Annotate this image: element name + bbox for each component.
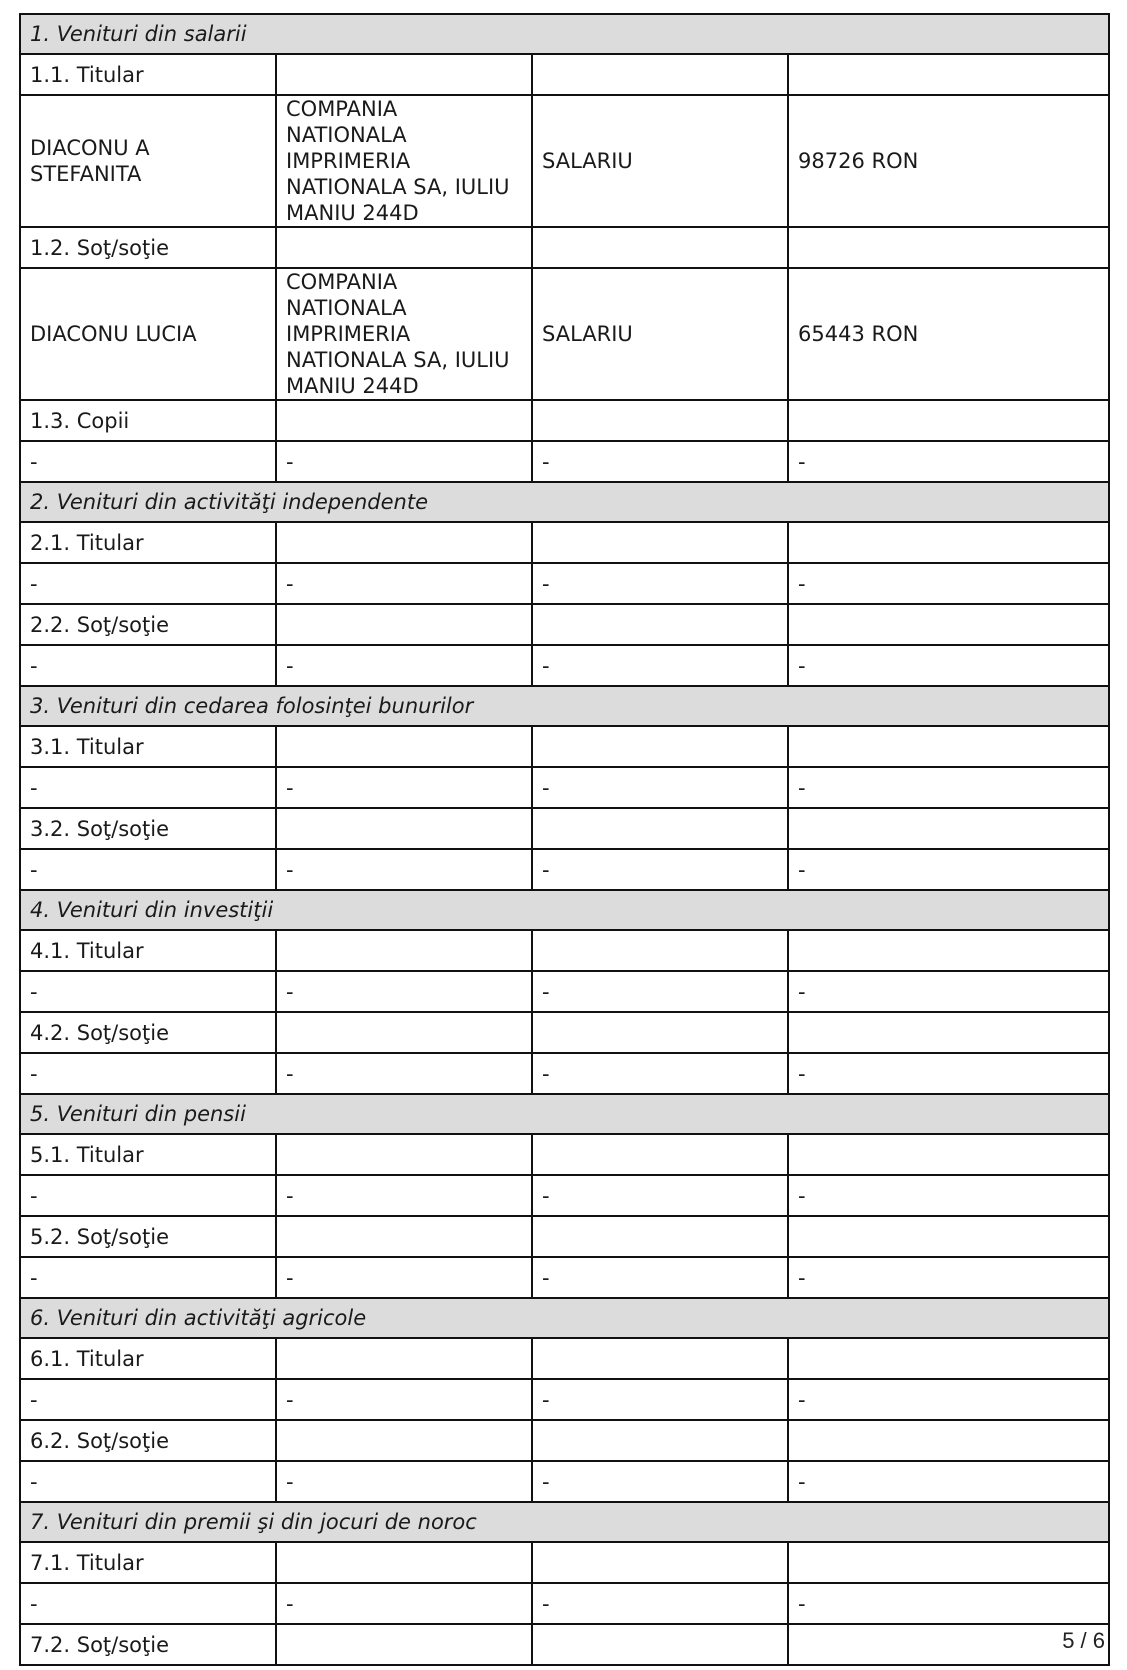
table-row xyxy=(20,604,1109,645)
table-cell xyxy=(276,1216,532,1257)
table-row xyxy=(20,1053,1109,1094)
table-row xyxy=(20,1624,1109,1665)
section-header-row xyxy=(20,14,1109,54)
table-cell: - xyxy=(532,563,788,604)
table-cell: - xyxy=(276,1379,532,1420)
table-cell: - xyxy=(276,1461,532,1502)
section-header-row xyxy=(20,1298,1109,1338)
table-row xyxy=(20,1542,1109,1583)
section-header-row xyxy=(20,686,1109,726)
table-cell xyxy=(276,808,532,849)
table-cell xyxy=(276,1542,532,1583)
table-cell: - xyxy=(788,1175,1109,1216)
table-cell: - xyxy=(20,1053,276,1094)
table-cell: 3.2. Soţ/soţie xyxy=(20,808,276,849)
table-row xyxy=(20,1216,1109,1257)
table-cell: - xyxy=(532,1379,788,1420)
table-cell xyxy=(532,1134,788,1175)
table-row xyxy=(20,95,1109,227)
table-cell: COMPANIA NATIONALA IMPRIMERIA NATIONALA SA, IULIU MANIU 244D xyxy=(276,95,532,227)
table-cell xyxy=(788,1012,1109,1053)
table-cell xyxy=(276,930,532,971)
table-row xyxy=(20,54,1109,95)
table-row xyxy=(20,767,1109,808)
table-row xyxy=(20,268,1109,400)
table-cell xyxy=(276,604,532,645)
table-cell: - xyxy=(788,1379,1109,1420)
table-row xyxy=(20,1379,1109,1420)
table-cell: - xyxy=(20,1257,276,1298)
table-cell: - xyxy=(532,767,788,808)
table-cell: 4.2. Soţ/soţie xyxy=(20,1012,276,1053)
section-header-row xyxy=(20,890,1109,930)
table-cell: - xyxy=(276,767,532,808)
table-cell xyxy=(276,726,532,767)
table-row xyxy=(20,726,1109,767)
table-cell: - xyxy=(532,971,788,1012)
table-cell: - xyxy=(532,1175,788,1216)
table-cell xyxy=(532,1216,788,1257)
table-cell: - xyxy=(20,1379,276,1420)
table-cell xyxy=(788,1420,1109,1461)
table-cell: - xyxy=(788,645,1109,686)
table-row xyxy=(20,522,1109,563)
section-title: 6. Venituri din activităţi agricole xyxy=(20,1298,1109,1338)
table-cell xyxy=(276,227,532,268)
table-row xyxy=(20,971,1109,1012)
table-cell: COMPANIA NATIONALA IMPRIMERIA NATIONALA SA, IULIU MANIU 244D xyxy=(276,268,532,400)
table-row xyxy=(20,1134,1109,1175)
table-row xyxy=(20,1175,1109,1216)
table-cell: 4.1. Titular xyxy=(20,930,276,971)
table-cell: - xyxy=(20,1583,276,1624)
section-title: 2. Venituri din activităţi independente xyxy=(20,482,1109,522)
table-cell xyxy=(532,522,788,563)
table-cell xyxy=(788,808,1109,849)
table-cell xyxy=(276,1624,532,1665)
table-row xyxy=(20,1583,1109,1624)
income-table xyxy=(19,13,1110,1666)
table-cell: - xyxy=(532,849,788,890)
section-header-row xyxy=(20,1502,1109,1542)
table-cell: - xyxy=(20,645,276,686)
table-cell xyxy=(532,1624,788,1665)
table-row xyxy=(20,563,1109,604)
table-cell: 5.1. Titular xyxy=(20,1134,276,1175)
table-cell: - xyxy=(276,441,532,482)
table-cell xyxy=(276,522,532,563)
table-cell xyxy=(532,930,788,971)
section-title: 7. Venituri din premii şi din jocuri de noroc xyxy=(20,1502,1109,1542)
table-cell xyxy=(532,808,788,849)
table-cell: - xyxy=(276,563,532,604)
table-cell: 1.2. Soţ/soţie xyxy=(20,227,276,268)
table-cell xyxy=(532,227,788,268)
section-title: 1. Venituri din salarii xyxy=(20,14,1109,54)
table-cell: - xyxy=(20,971,276,1012)
section-title: 5. Venituri din pensii xyxy=(20,1094,1109,1134)
table-row xyxy=(20,400,1109,441)
table-cell: - xyxy=(532,1053,788,1094)
table-row xyxy=(20,645,1109,686)
table-cell xyxy=(276,1012,532,1053)
table-cell xyxy=(532,604,788,645)
table-cell xyxy=(276,1420,532,1461)
table-cell: 3.1. Titular xyxy=(20,726,276,767)
table-cell: 5.2. Soţ/soţie xyxy=(20,1216,276,1257)
table-cell xyxy=(788,604,1109,645)
table-cell xyxy=(788,54,1109,95)
table-row xyxy=(20,441,1109,482)
table-cell: - xyxy=(532,441,788,482)
table-cell xyxy=(532,1420,788,1461)
table-cell: - xyxy=(20,767,276,808)
section-title: 4. Venituri din investiţii xyxy=(20,890,1109,930)
table-cell: SALARIU xyxy=(532,268,788,400)
table-cell: 6.2. Soţ/soţie xyxy=(20,1420,276,1461)
table-cell xyxy=(532,726,788,767)
table-row xyxy=(20,1338,1109,1379)
table-cell xyxy=(788,522,1109,563)
table-cell: - xyxy=(532,1461,788,1502)
table-cell: SALARIU xyxy=(532,95,788,227)
table-row xyxy=(20,227,1109,268)
table-cell: - xyxy=(276,1257,532,1298)
table-row xyxy=(20,1012,1109,1053)
table-cell xyxy=(788,930,1109,971)
table-cell: 2.2. Soţ/soţie xyxy=(20,604,276,645)
table-cell: - xyxy=(788,849,1109,890)
table-cell xyxy=(788,1338,1109,1379)
income-table-body xyxy=(20,14,1109,1665)
table-cell: - xyxy=(276,1053,532,1094)
table-cell: - xyxy=(532,1583,788,1624)
table-cell: 1.3. Copii xyxy=(20,400,276,441)
section-header-row xyxy=(20,482,1109,522)
table-cell: DIACONU LUCIA xyxy=(20,268,276,400)
table-cell: 2.1. Titular xyxy=(20,522,276,563)
table-cell: 6.1. Titular xyxy=(20,1338,276,1379)
table-cell: DIACONU A STEFANITA xyxy=(20,95,276,227)
table-cell: 7.2. Soţ/soţie xyxy=(20,1624,276,1665)
table-cell xyxy=(788,1624,1109,1665)
table-cell xyxy=(788,1134,1109,1175)
table-cell xyxy=(788,1216,1109,1257)
table-cell: - xyxy=(276,1175,532,1216)
table-cell xyxy=(788,227,1109,268)
table-cell: - xyxy=(788,563,1109,604)
table-cell xyxy=(532,400,788,441)
table-cell: - xyxy=(788,441,1109,482)
table-cell: - xyxy=(788,1583,1109,1624)
table-cell: - xyxy=(20,1175,276,1216)
section-title: 3. Venituri din cedarea folosinţei bunurilor xyxy=(20,686,1109,726)
table-cell xyxy=(788,726,1109,767)
table-row xyxy=(20,808,1109,849)
table-cell: - xyxy=(276,645,532,686)
table-cell: - xyxy=(532,645,788,686)
table-cell: - xyxy=(20,1461,276,1502)
table-cell xyxy=(788,1542,1109,1583)
section-header-row xyxy=(20,1094,1109,1134)
table-cell xyxy=(532,1012,788,1053)
table-cell xyxy=(532,54,788,95)
table-cell: - xyxy=(20,849,276,890)
table-cell: 7.1. Titular xyxy=(20,1542,276,1583)
table-cell xyxy=(276,1134,532,1175)
table-cell xyxy=(532,1338,788,1379)
table-cell: - xyxy=(788,1053,1109,1094)
table-cell: 98726 RON xyxy=(788,95,1109,227)
table-cell: - xyxy=(276,971,532,1012)
table-cell xyxy=(532,1542,788,1583)
table-cell: - xyxy=(788,767,1109,808)
table-cell: - xyxy=(788,971,1109,1012)
table-cell: - xyxy=(788,1257,1109,1298)
table-cell: - xyxy=(276,849,532,890)
table-cell: 65443 RON xyxy=(788,268,1109,400)
table-cell: - xyxy=(276,1583,532,1624)
table-cell: - xyxy=(20,441,276,482)
table-cell: - xyxy=(532,1257,788,1298)
table-cell: - xyxy=(788,1461,1109,1502)
table-row xyxy=(20,1420,1109,1461)
table-row xyxy=(20,1461,1109,1502)
page-number: 5 / 6 xyxy=(1062,1628,1105,1653)
table-cell xyxy=(276,1338,532,1379)
table-cell xyxy=(788,400,1109,441)
table-cell: - xyxy=(20,563,276,604)
table-cell xyxy=(276,54,532,95)
table-row xyxy=(20,1257,1109,1298)
table-cell xyxy=(276,400,532,441)
table-row xyxy=(20,849,1109,890)
table-cell: 1.1. Titular xyxy=(20,54,276,95)
table-row xyxy=(20,930,1109,971)
